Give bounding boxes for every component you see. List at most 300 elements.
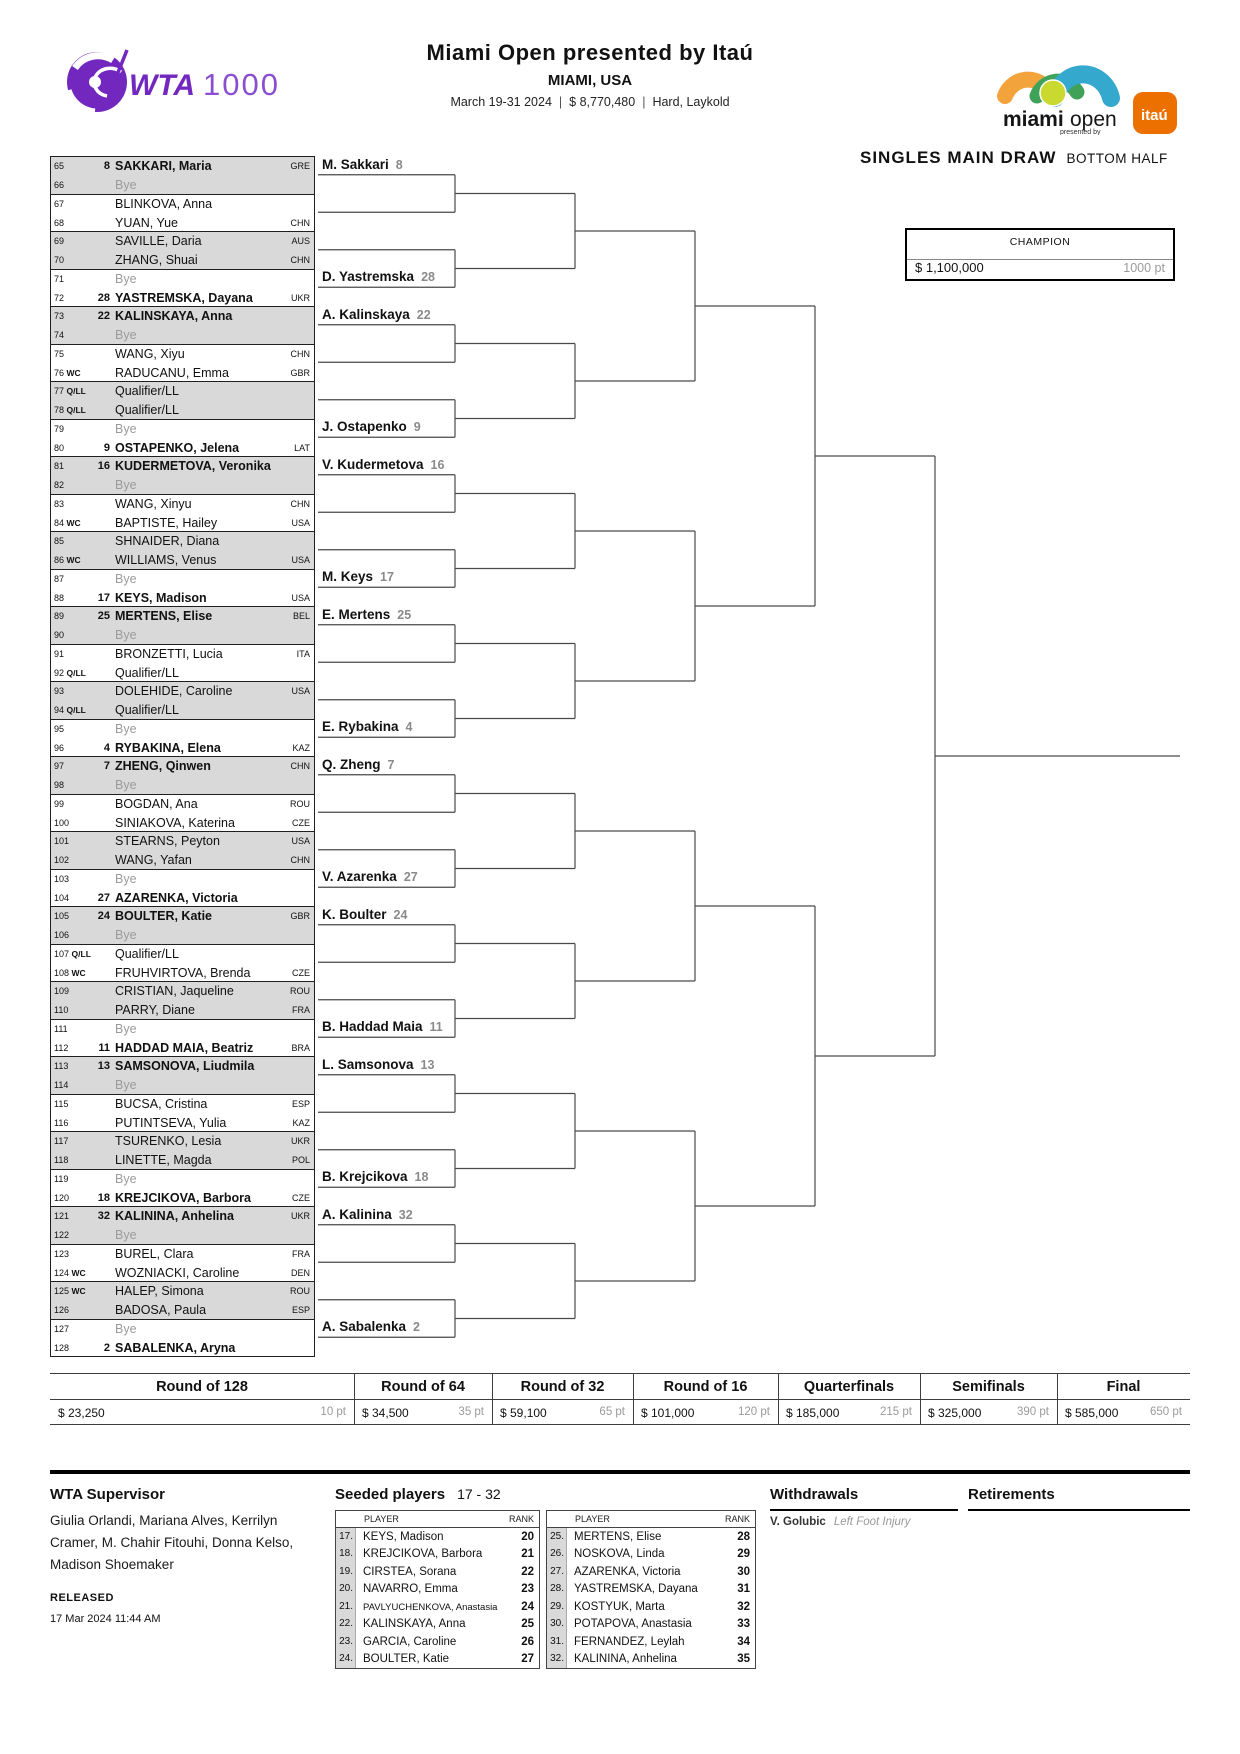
- r64-slot-seed: 13: [420, 1057, 435, 1072]
- draw-entry-row: [51, 476, 314, 495]
- miami-logo-presented-by: presented by: [1060, 129, 1101, 135]
- entry-position: 124 WC: [54, 1267, 86, 1278]
- entry-position: 125 WC: [54, 1286, 86, 1297]
- entry-position: 92 Q/LL: [54, 667, 86, 678]
- draw-entry-row: [51, 570, 314, 589]
- seeded-player-rank: 32: [737, 1600, 750, 1613]
- entry-position: 79: [54, 423, 65, 434]
- seeded-player-row: [336, 1633, 539, 1651]
- entry-position: 102: [54, 855, 70, 866]
- seeded-player-name: CIRSTEA, Sorana: [363, 1565, 457, 1578]
- entry-country: CHN: [290, 761, 310, 772]
- entry-tag: WC: [66, 517, 81, 528]
- r64-slot-seed: 28: [421, 270, 435, 285]
- seeded-player-rank: 35: [737, 1653, 750, 1665]
- entry-position: 105: [54, 911, 70, 922]
- draw-entry-row: [51, 457, 314, 476]
- entry-tag: Q/LL: [71, 948, 91, 959]
- tournament-city: MIAMI, USA: [547, 72, 633, 89]
- draw-entry-row: [51, 1113, 314, 1132]
- entry-seed: 7: [103, 760, 110, 773]
- seeded-player-number: 26.: [547, 1546, 567, 1564]
- r64-slot-name: B. Krejcikova 18: [322, 1169, 429, 1185]
- draw-entry-row: [51, 438, 314, 457]
- entry-player-name: Bye: [115, 1171, 137, 1186]
- seeded-player-row: [547, 1651, 755, 1669]
- draw-entry-row: [51, 195, 314, 214]
- draw-entry-row: [51, 232, 314, 251]
- entry-player-name: ZHANG, Shuai: [115, 253, 198, 268]
- seeded-player-rank: 31: [737, 1583, 750, 1595]
- r64-slot-name: M. Sakkari 8: [322, 156, 403, 172]
- draw-entry-row: [51, 1076, 314, 1095]
- match-box: [50, 869, 315, 908]
- entry-seed: 11: [98, 1041, 110, 1054]
- match-box: [50, 756, 315, 795]
- seeded-col-player: PLAYER: [364, 1514, 399, 1524]
- entry-player-name: Bye: [115, 478, 137, 493]
- entry-position: 109: [54, 986, 70, 997]
- round-points: 10 pt: [320, 1406, 346, 1418]
- entry-position: 117: [54, 1136, 69, 1147]
- entry-position: 94 Q/LL: [54, 705, 86, 716]
- entry-player-name: BADOSA, Paula: [115, 1303, 207, 1318]
- r64-slot-name: K. Boulter 24: [322, 906, 408, 922]
- entry-country: CHN: [290, 348, 310, 359]
- seeded-player-row: [336, 1616, 539, 1634]
- entry-seed: 25: [97, 610, 110, 623]
- r64-slot-seed: 11: [429, 1020, 443, 1035]
- tournament-prize: $ 8,770,480: [569, 95, 636, 109]
- entry-player-name: BOULTER, Katie: [115, 909, 212, 924]
- entry-player-name: Bye: [115, 178, 137, 193]
- withdrawal-entry: [770, 1516, 911, 1528]
- match-box: [50, 681, 315, 720]
- round-prize: $ 59,100: [500, 1406, 547, 1420]
- seeded-player-number: 31.: [547, 1633, 567, 1651]
- entry-player-name: WOZNIACKI, Caroline: [115, 1265, 240, 1280]
- seeded-players-table-left: [335, 1510, 540, 1669]
- draw-entry-row: [51, 1226, 314, 1245]
- draw-entry-row: [51, 420, 314, 439]
- seeded-player-rank: 34: [737, 1635, 750, 1648]
- round-prize: $ 23,250: [58, 1406, 105, 1420]
- draw-entry-row: [51, 1188, 314, 1207]
- entry-position: 76 WC: [54, 367, 81, 378]
- draw-entry-row: [51, 363, 314, 382]
- draw-entry-row: [51, 682, 314, 701]
- entry-country: BEL: [292, 611, 310, 622]
- entry-position: 86 WC: [54, 555, 81, 566]
- r64-slot-seed: 22: [416, 307, 431, 322]
- entry-player-name: WANG, Xinyu: [115, 496, 192, 511]
- entry-position: 65: [54, 161, 65, 172]
- entry-player-name: BAPTISTE, Hailey: [115, 515, 218, 530]
- draw-entry-row: [51, 945, 314, 964]
- match-box: [50, 1056, 315, 1095]
- entry-country: KAZ: [292, 1117, 310, 1128]
- entry-position: 98: [54, 780, 65, 791]
- entry-player-name: KALINSKAYA, Anna: [115, 309, 233, 324]
- entry-position: 71: [54, 273, 65, 284]
- match-box: [50, 1244, 315, 1283]
- entry-position: 68: [54, 217, 65, 228]
- entry-country: CHN: [290, 217, 310, 228]
- entry-position: 126: [54, 1305, 70, 1316]
- seeded-players-table-right: [546, 1510, 756, 1669]
- entry-country: UKR: [290, 1136, 310, 1147]
- draw-entry-row: [51, 532, 314, 551]
- entry-player-name: KREJCIKOVA, Barbora: [115, 1190, 251, 1205]
- entry-tag: Q/LL: [66, 667, 86, 678]
- entry-player-name: Bye: [115, 1321, 137, 1336]
- seeded-col-player: PLAYER: [575, 1514, 610, 1524]
- seeded-player-rank: 30: [737, 1565, 750, 1578]
- seeded-player-name: PAVLYUCHENKOVA, Anastasia: [363, 1602, 498, 1613]
- entry-position: 80: [54, 442, 65, 453]
- match-box: [50, 456, 315, 495]
- r64-slot-name: E. Mertens 25: [322, 606, 412, 622]
- entry-player-name: SHNAIDER, Diana: [115, 534, 220, 549]
- entry-player-name: YASTREMSKA, Dayana: [115, 290, 253, 305]
- draw-entry-row: [51, 1095, 314, 1114]
- entry-player-name: TSURENKO, Lesia: [115, 1134, 222, 1149]
- entry-position: 95: [54, 723, 65, 734]
- round-points: 390 pt: [1017, 1406, 1049, 1418]
- match-box: [50, 1281, 315, 1320]
- draw-entry-row: [51, 888, 314, 907]
- entry-position: 119: [54, 1173, 69, 1184]
- entry-position: 116: [54, 1117, 69, 1128]
- draw-entry-row: [51, 663, 314, 682]
- seeded-player-number: 32.: [547, 1651, 567, 1669]
- entry-seed: 24: [97, 910, 110, 923]
- miami-logo-name-regular: open: [1070, 108, 1117, 131]
- seeded-player-row: [336, 1598, 539, 1616]
- tournament-dates: March 19-31 2024: [450, 95, 552, 109]
- draw-entry-row: [51, 626, 314, 645]
- entry-position: 78 Q/LL: [54, 405, 86, 416]
- itau-logo-text: itaú: [1141, 107, 1168, 124]
- entry-position: 70: [54, 255, 65, 266]
- draw-entry-row: [51, 213, 314, 232]
- entry-position: 87: [54, 573, 65, 584]
- entry-country: LAT: [294, 442, 310, 453]
- entry-position: 103: [54, 873, 70, 884]
- entry-position: 97: [54, 761, 65, 772]
- entry-player-name: SAVILLE, Daria: [115, 234, 202, 249]
- entry-country: AUS: [291, 236, 310, 247]
- entry-country: GBR: [290, 911, 310, 922]
- entry-position: 73: [54, 311, 65, 322]
- rounds-table-line: [50, 1424, 1190, 1425]
- draw-entry-row: [51, 926, 314, 945]
- entry-player-name: KUDERMETOVA, Veronika: [115, 459, 271, 474]
- miami-logo-name-bold: miami: [1003, 108, 1064, 131]
- entry-seed: 16: [97, 460, 110, 473]
- entry-position: 82: [54, 480, 65, 491]
- entry-position: 107 Q/LL: [54, 948, 91, 959]
- draw-entry-row: [51, 1338, 314, 1357]
- entry-player-name: WANG, Yafan: [115, 853, 192, 868]
- entry-seed: 8: [103, 160, 110, 173]
- r64-slot-name: B. Haddad Maia 11: [322, 1019, 443, 1035]
- match-box: [50, 194, 315, 233]
- seeded-player-number: 24.: [336, 1651, 356, 1669]
- seeded-player-number: 21.: [336, 1598, 356, 1616]
- entry-position: 115: [54, 1098, 69, 1109]
- entry-player-name: Bye: [115, 778, 137, 793]
- seeded-player-name: POTAPOVA, Anastasia: [574, 1618, 692, 1630]
- entry-player-name: Bye: [115, 721, 137, 736]
- draw-entry-row: [51, 1020, 314, 1039]
- draw-entry-row: [51, 795, 314, 814]
- seeded-table-header: [336, 1511, 539, 1528]
- seeded-player-name: KEYS, Madison: [363, 1530, 444, 1543]
- entry-position: 74: [54, 330, 65, 341]
- entry-seed: 9: [103, 441, 110, 454]
- r64-slot-name: V. Azarenka 27: [322, 869, 418, 885]
- round-prize: $ 585,000: [1065, 1406, 1119, 1420]
- tournament-title: Miami Open presented by Itaú: [426, 40, 754, 65]
- wta-supervisor-names: Giulia Orlandi, Mariana Alves, Kerrilyn Cramer, M. Chahir Fitouhi, Donna Kelso, Madison Shoemaker: [50, 1513, 294, 1572]
- entry-position: 75: [54, 348, 65, 359]
- entry-position: 77 Q/LL: [54, 386, 86, 397]
- withdrawals-heading: Withdrawals: [770, 1486, 859, 1503]
- round-prize: $ 185,000: [786, 1406, 840, 1420]
- draw-entry-row: [51, 513, 314, 532]
- entry-position: 99: [54, 798, 65, 809]
- draw-entry-row: [51, 963, 314, 982]
- withdrawal-player: V. Golubic: [770, 1516, 826, 1528]
- match-box: [50, 531, 315, 570]
- entry-player-name: BUCSA, Cristina: [115, 1096, 208, 1111]
- seeded-player-row: [336, 1563, 539, 1581]
- draw-entry-row: [51, 1263, 314, 1282]
- seeded-player-row: [336, 1546, 539, 1564]
- entry-tag: WC: [71, 1267, 86, 1278]
- r64-slot-name: D. Yastremska 28: [322, 269, 435, 285]
- wta-logo-word: WTA: [129, 69, 196, 102]
- seeded-player-row: [547, 1546, 755, 1564]
- match-box: [50, 606, 315, 645]
- entry-position: 123: [54, 1248, 70, 1259]
- draw-entry-row: [51, 1057, 314, 1076]
- entry-player-name: Bye: [115, 1228, 137, 1243]
- entry-player-name: PARRY, Diane: [115, 1003, 195, 1018]
- draw-entry-row: [51, 1151, 314, 1170]
- entry-position: 66: [54, 180, 65, 191]
- match-box: [50, 494, 315, 533]
- seeded-player-number: 20.: [336, 1581, 356, 1599]
- entry-player-name: RADUCANU, Emma: [115, 365, 229, 380]
- match-box: [50, 1094, 315, 1133]
- entry-position: 96: [54, 742, 65, 753]
- entry-player-name: LINETTE, Magda: [115, 1153, 212, 1168]
- entry-seed: 13: [97, 1060, 110, 1073]
- draw-entry-row: [51, 738, 314, 757]
- r64-slot-seed: 2: [413, 1320, 420, 1335]
- seeded-player-name: FERNANDEZ, Leylah: [574, 1635, 685, 1648]
- entry-country: BRA: [291, 1042, 310, 1053]
- entry-position: 89: [54, 611, 65, 622]
- draw-entry-row: [51, 1301, 314, 1320]
- seeded-player-number: 29.: [547, 1598, 567, 1616]
- draw-entry-row: [51, 251, 314, 270]
- released-label: RELEASED: [50, 1592, 114, 1604]
- seeded-player-name: KREJCIKOVA, Barbora: [363, 1548, 483, 1560]
- draw-entry-row: [51, 1001, 314, 1020]
- draw-entry-row: [51, 907, 314, 926]
- draw-entry-row: [51, 157, 314, 176]
- champion-prize: $ 1,100,000: [915, 260, 984, 275]
- entry-player-name: HADDAD MAIA, Beatriz: [115, 1040, 254, 1055]
- entry-player-name: MERTENS, Elise: [115, 609, 213, 624]
- entry-position: 110: [54, 1005, 69, 1016]
- entry-player-name: Bye: [115, 571, 137, 586]
- draw-entry-row: [51, 307, 314, 326]
- entry-player-name: BLINKOVA, Anna: [115, 196, 213, 211]
- r64-slot-seed: 17: [380, 570, 394, 585]
- r64-slot-name: J. Ostapenko 9: [322, 419, 421, 435]
- match-box: [50, 1169, 315, 1208]
- entry-country: GBR: [290, 367, 310, 378]
- draw-entry-row: [51, 982, 314, 1001]
- seeded-player-rank: 22: [521, 1565, 534, 1578]
- entry-position: 113: [54, 1061, 69, 1072]
- match-box: [50, 794, 315, 833]
- released-date: 17 Mar 2024 11:44 AM: [50, 1613, 161, 1625]
- r64-slot-name: A. Kalinina 32: [322, 1206, 413, 1222]
- seeded-player-rank: 27: [521, 1653, 534, 1665]
- seeded-player-rank: 23: [521, 1583, 534, 1595]
- entry-player-name: WANG, Xiyu: [115, 346, 185, 361]
- draw-entry-row: [51, 832, 314, 851]
- entry-player-name: BUREL, Clara: [115, 1246, 194, 1261]
- r64-slot-seed: 25: [397, 607, 412, 622]
- r64-slot-seed: 24: [393, 907, 408, 922]
- draw-entry-row: [51, 776, 314, 795]
- draw-entry-row: [51, 1038, 314, 1057]
- round-column-header: Final: [1106, 1379, 1141, 1395]
- seeded-players-range: 17 - 32: [457, 1486, 501, 1502]
- r64-slot-name: M. Keys 17: [322, 569, 394, 585]
- entry-player-name: RYBAKINA, Elena: [115, 740, 221, 755]
- entry-player-name: Bye: [115, 271, 137, 286]
- r64-slot-name: A. Kalinskaya 22: [322, 306, 431, 322]
- entry-country: USA: [291, 555, 310, 566]
- entry-player-name: Bye: [115, 628, 137, 643]
- match-box: [50, 644, 315, 683]
- seeded-player-name: AZARENKA, Victoria: [574, 1565, 681, 1578]
- entry-country: GRE: [290, 161, 310, 172]
- draw-entry-row: [51, 495, 314, 514]
- entry-position: 84 WC: [54, 517, 81, 528]
- draw-entry-row: [51, 588, 314, 607]
- entry-player-name: Bye: [115, 928, 137, 943]
- r64-slot-name: L. Samsonova 13: [322, 1056, 435, 1072]
- entry-country: USA: [291, 517, 310, 528]
- entry-player-name: Bye: [115, 1078, 137, 1093]
- draw-entry-row: [51, 1132, 314, 1151]
- draw-entry-row: [51, 288, 314, 307]
- seeded-player-number: 28.: [547, 1581, 567, 1599]
- draw-entry-row: [51, 1320, 314, 1339]
- r64-slot-name: V. Kudermetova 16: [322, 456, 445, 472]
- seeded-player-rank: 28: [737, 1530, 750, 1543]
- champion-label: CHAMPION: [1009, 236, 1071, 248]
- draw-entry-row: [51, 870, 314, 889]
- entry-position: 91: [54, 648, 65, 659]
- entry-player-name: BOGDAN, Ana: [115, 796, 198, 811]
- entry-tag: WC: [71, 1286, 86, 1297]
- entry-player-name: DOLEHIDE, Caroline: [115, 684, 233, 699]
- round-points: 65 pt: [599, 1406, 625, 1418]
- seeded-player-name: KOSTYUK, Marta: [574, 1600, 665, 1613]
- entry-player-name: SAKKARI, Maria: [115, 159, 212, 174]
- match-box: [50, 944, 315, 983]
- r64-slot-seed: 27: [403, 870, 418, 885]
- draw-entry-row: [51, 1245, 314, 1264]
- draw-entry-row: [51, 720, 314, 739]
- seeded-col-rank: RANK: [508, 1514, 534, 1524]
- seeded-player-row: [336, 1651, 539, 1669]
- entry-country: FRA: [292, 1005, 310, 1016]
- entry-position: 72: [54, 292, 65, 303]
- seeded-player-number: 25.: [547, 1528, 567, 1546]
- entry-player-name: YUAN, Yue: [115, 215, 179, 230]
- r64-slot-name: Q. Zheng 7: [322, 756, 395, 772]
- draw-entry-row: [51, 551, 314, 570]
- match-box: [50, 231, 315, 270]
- draw-entry-row: [51, 345, 314, 364]
- seeded-player-name: MERTENS, Elise: [574, 1530, 662, 1543]
- draw-entry-row: [51, 1207, 314, 1226]
- seeded-player-name: KALININA, Anhelina: [574, 1653, 677, 1665]
- match-box: [50, 1131, 315, 1170]
- entry-country: USA: [291, 836, 310, 847]
- draw-entry-row: [51, 326, 314, 345]
- seeded-player-number: 23.: [336, 1633, 356, 1651]
- draw-entry-row: [51, 645, 314, 664]
- seeded-player-rank: 20: [521, 1530, 534, 1543]
- seeded-player-row: [547, 1581, 755, 1599]
- draw-entry-row: [51, 1282, 314, 1301]
- entry-tag: Q/LL: [66, 705, 86, 716]
- seeded-player-name: GARCIA, Caroline: [363, 1635, 457, 1648]
- entry-player-name: STEARNS, Peyton: [115, 834, 220, 849]
- seeded-col-rank: RANK: [724, 1514, 750, 1524]
- r64-slot-seed: 18: [414, 1170, 429, 1185]
- draw-entry-row: [51, 382, 314, 401]
- seeded-player-row: [336, 1528, 539, 1546]
- entry-country: USA: [291, 592, 310, 603]
- r64-slot-seed: 16: [430, 457, 445, 472]
- entry-player-name: CRISTIAN, Jaqueline: [115, 984, 234, 999]
- entry-position: 93: [54, 686, 65, 697]
- seeded-player-row: [547, 1563, 755, 1581]
- entry-seed: 17: [97, 591, 110, 604]
- rounds-table-line: [50, 1373, 1190, 1374]
- entry-position: 85: [54, 536, 65, 547]
- entry-country: ROU: [290, 1286, 310, 1297]
- seeded-players-title: Seeded players: [335, 1486, 446, 1503]
- round-column-header: Round of 32: [520, 1379, 605, 1395]
- entry-player-name: Qualifier/LL: [115, 403, 179, 418]
- draw-entry-row: [51, 607, 314, 626]
- seeded-player-row: [547, 1528, 755, 1546]
- draw-entry-row: [51, 851, 314, 870]
